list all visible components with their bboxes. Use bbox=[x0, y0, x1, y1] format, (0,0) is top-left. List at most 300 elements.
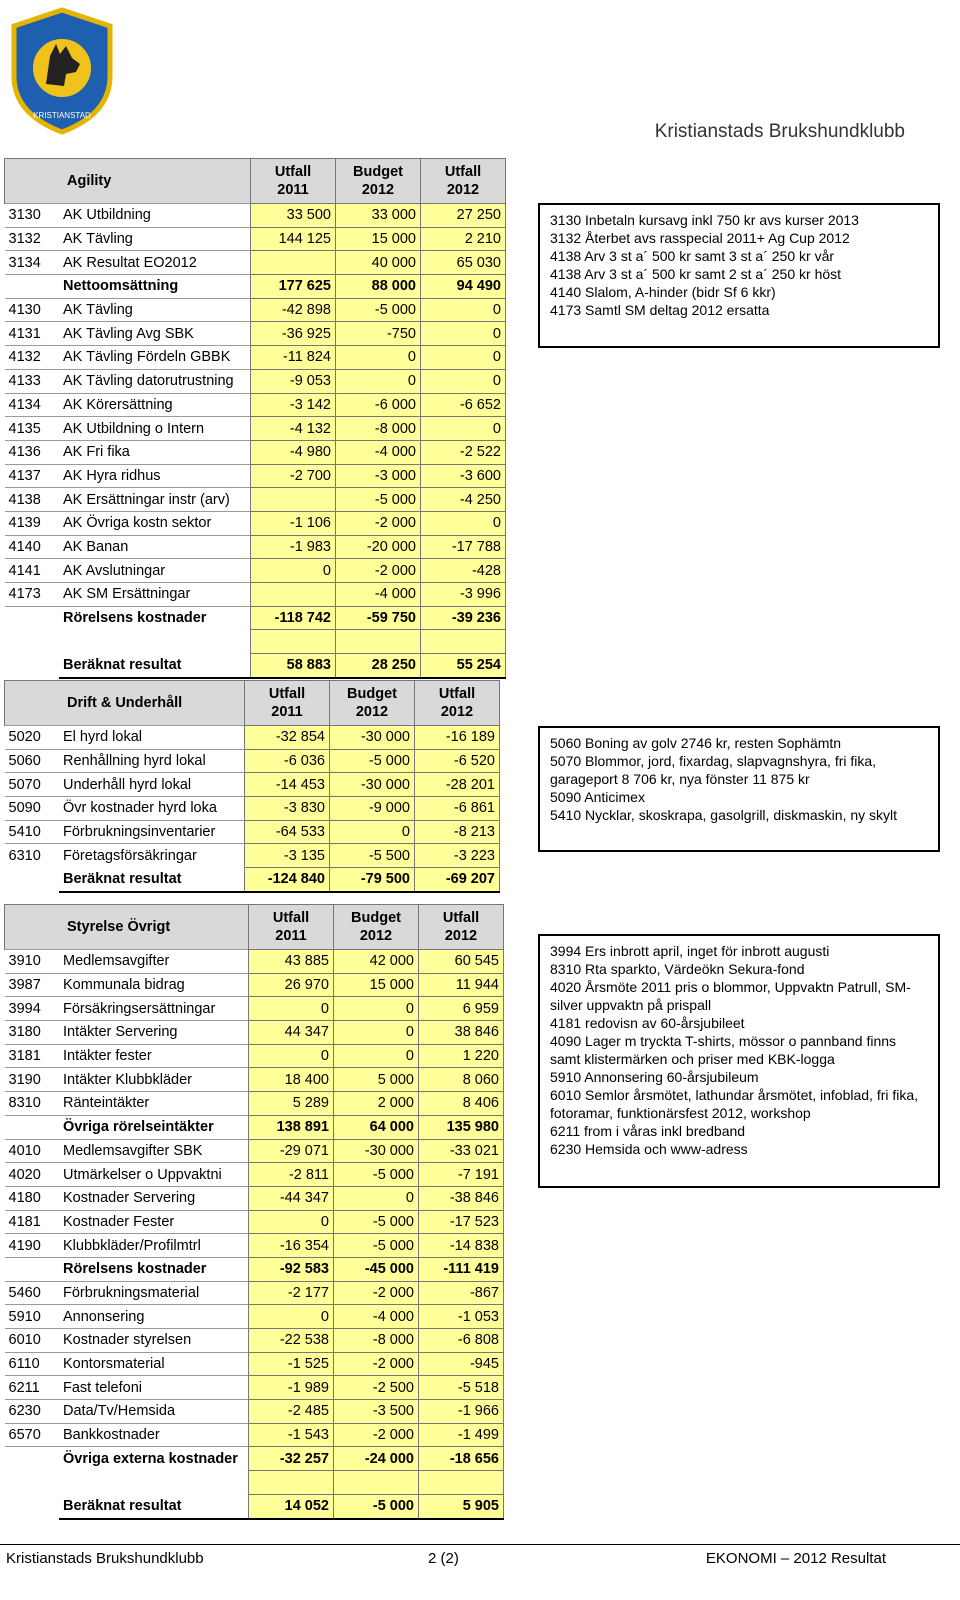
value-utfall-2012: 0 bbox=[421, 322, 506, 346]
spacer-cell bbox=[5, 630, 60, 654]
value-budget-2012: 40 000 bbox=[336, 251, 421, 275]
account-code: 6010 bbox=[5, 1329, 60, 1353]
value-utfall-2012: -111 419 bbox=[419, 1257, 504, 1281]
section-title: Styrelse Övrigt bbox=[59, 905, 249, 950]
value-budget-2012: -6 000 bbox=[336, 393, 421, 417]
table-row bbox=[5, 1021, 504, 1045]
header-budget-2012-label: Budget bbox=[351, 910, 401, 926]
value-budget-2012: -8 000 bbox=[334, 1329, 419, 1353]
value-budget-2012: 0 bbox=[336, 346, 421, 370]
table-row bbox=[5, 1281, 504, 1305]
header-row bbox=[5, 681, 500, 726]
svg-text:KRISTIANSTAD: KRISTIANSTAD bbox=[33, 111, 91, 120]
club-logo bbox=[6, 6, 118, 136]
value-utfall-2012: -428 bbox=[421, 559, 506, 583]
value-utfall-2011: -2 811 bbox=[249, 1163, 334, 1187]
account-name: Utmärkelser o Uppvaktni bbox=[59, 1163, 249, 1187]
value-budget-2012: -5 000 bbox=[336, 298, 421, 322]
spacer-cell bbox=[419, 1471, 504, 1495]
table-row bbox=[5, 488, 506, 512]
value-budget-2012: 5 000 bbox=[334, 1068, 419, 1092]
value-utfall-2011: -64 533 bbox=[245, 820, 330, 844]
account-code: 4180 bbox=[5, 1186, 60, 1210]
account-name: Övr kostnader hyrd loka bbox=[59, 797, 245, 821]
styrelse-table bbox=[4, 904, 504, 1520]
value-budget-2012: -20 000 bbox=[336, 535, 421, 559]
value-utfall-2012: -3 996 bbox=[421, 583, 506, 607]
result-label: Beräknat resultat bbox=[59, 1494, 249, 1518]
table-row bbox=[5, 1400, 504, 1424]
account-name: AK Övriga kostn sektor bbox=[59, 511, 251, 535]
value-utfall-2011: -1 989 bbox=[249, 1376, 334, 1400]
note-line: 6211 from i våras inkl bredband bbox=[550, 1123, 746, 1139]
footer-right: EKONOMI – 2012 Resultat bbox=[705, 1550, 886, 1567]
spacer-cell bbox=[251, 630, 336, 654]
value-utfall-2012: -4 250 bbox=[421, 488, 506, 512]
value-budget-2012: 42 000 bbox=[334, 950, 419, 974]
value-utfall-2011: 5 289 bbox=[249, 1092, 334, 1116]
account-code: 8310 bbox=[5, 1092, 60, 1116]
value-budget-2012: -5 000 bbox=[334, 1163, 419, 1187]
account-code: 3910 bbox=[5, 950, 60, 974]
note-line: 4090 Lager m tryckta T-shirts, mössor o pannband finns samt klistermärken och priser med KBK-logga bbox=[550, 1033, 897, 1067]
account-name: Företagsförsäkringar bbox=[59, 844, 245, 868]
value-utfall-2011: -3 142 bbox=[251, 393, 336, 417]
value-utfall-2011: -36 925 bbox=[251, 322, 336, 346]
value-utfall-2011: 144 125 bbox=[251, 227, 336, 251]
value-budget-2012: -2 000 bbox=[336, 511, 421, 535]
table-row bbox=[5, 1044, 504, 1068]
value-budget-2012: -2 000 bbox=[336, 559, 421, 583]
value-utfall-2012: 11 944 bbox=[419, 973, 504, 997]
value-budget-2012: 0 bbox=[334, 1044, 419, 1068]
note-line: 8310 Rta sparkto, Värdeökn Sekura-fond bbox=[550, 961, 805, 977]
spacer-cell bbox=[5, 1471, 60, 1495]
account-code bbox=[5, 1447, 60, 1471]
value-utfall-2012: -1 499 bbox=[419, 1423, 504, 1447]
drift-notes bbox=[538, 726, 940, 852]
footer-page-number: 2 (2) bbox=[428, 1550, 459, 1567]
value-budget-2012: -4 000 bbox=[336, 583, 421, 607]
agility-table bbox=[4, 158, 506, 679]
account-code: 4135 bbox=[5, 417, 60, 441]
value-utfall-2011 bbox=[251, 251, 336, 275]
account-name: Intäkter Klubbkläder bbox=[59, 1068, 249, 1092]
value-utfall-2011: -11 824 bbox=[251, 346, 336, 370]
account-name: Fast telefoni bbox=[59, 1376, 249, 1400]
table-row bbox=[5, 1234, 504, 1258]
subtotal-row bbox=[5, 275, 506, 299]
table-row bbox=[5, 298, 506, 322]
account-code bbox=[5, 1115, 60, 1139]
value-utfall-2011: 0 bbox=[249, 1305, 334, 1329]
table-row bbox=[5, 1092, 504, 1116]
account-code: 6310 bbox=[5, 844, 60, 868]
account-name: AK Körersättning bbox=[59, 393, 251, 417]
header-utfall-2011 bbox=[249, 905, 334, 950]
value-budget-2012: 33 000 bbox=[336, 204, 421, 228]
account-code: 5410 bbox=[5, 820, 60, 844]
account-code: 4020 bbox=[5, 1163, 60, 1187]
account-name: Ränteintäkter bbox=[59, 1092, 249, 1116]
value-utfall-2011: -42 898 bbox=[251, 298, 336, 322]
subtotal-row bbox=[5, 606, 506, 630]
header-utfall-2011-label: Utfall bbox=[274, 164, 312, 180]
account-name: Kostnader styrelsen bbox=[59, 1329, 249, 1353]
spacer-cell bbox=[249, 1471, 334, 1495]
table-row bbox=[5, 535, 506, 559]
header-row bbox=[5, 905, 504, 950]
account-code: 4137 bbox=[5, 464, 60, 488]
note-line: 4140 Slalom, A-hinder (bidr Sf 6 kkr) bbox=[550, 284, 776, 300]
account-name: Renhållning hyrd lokal bbox=[59, 749, 245, 773]
value-utfall-2011: -14 453 bbox=[245, 773, 330, 797]
value-utfall-2011: -4 132 bbox=[251, 417, 336, 441]
result-spacer bbox=[5, 1494, 60, 1518]
note-line: 5070 Blommor, jord, fixardag, slapvagnshyra, fri fika, garageport 8 706 kr, nya fönster 11 875 kr bbox=[550, 753, 877, 787]
note-line: 3994 Ers inbrott april, inget för inbrott augusti bbox=[550, 943, 830, 959]
account-name: AK Resultat EO2012 bbox=[59, 251, 251, 275]
note-line: 4173 Samtl SM deltag 2012 ersatta bbox=[550, 302, 770, 318]
account-code: 5060 bbox=[5, 749, 60, 773]
result-utfall-2012: 5 905 bbox=[419, 1494, 504, 1518]
table-row bbox=[5, 950, 504, 974]
header-utfall-2011-year: 2011 bbox=[277, 182, 309, 198]
spacer-row bbox=[5, 1471, 504, 1495]
value-utfall-2012: -6 652 bbox=[421, 393, 506, 417]
result-budget-2012: 28 250 bbox=[336, 654, 421, 678]
header-utfall-2012 bbox=[421, 159, 506, 204]
table-row bbox=[5, 844, 500, 868]
header-budget-2012-label: Budget bbox=[347, 686, 397, 702]
account-name: AK Banan bbox=[59, 535, 251, 559]
account-name: AK Avslutningar bbox=[59, 559, 251, 583]
header-utfall-2012-label: Utfall bbox=[442, 910, 480, 926]
value-budget-2012: 15 000 bbox=[334, 973, 419, 997]
value-utfall-2011: -44 347 bbox=[249, 1186, 334, 1210]
account-code bbox=[5, 275, 60, 299]
account-name: AK Utbildning bbox=[59, 204, 251, 228]
value-utfall-2011: -2 700 bbox=[251, 464, 336, 488]
value-utfall-2012: -5 518 bbox=[419, 1376, 504, 1400]
account-name: AK Tävling Avg SBK bbox=[59, 322, 251, 346]
value-utfall-2011: -22 538 bbox=[249, 1329, 334, 1353]
drift-table bbox=[4, 680, 500, 893]
value-utfall-2011: 33 500 bbox=[251, 204, 336, 228]
value-utfall-2012: -7 191 bbox=[419, 1163, 504, 1187]
value-utfall-2012: -39 236 bbox=[421, 606, 506, 630]
result-row bbox=[5, 1494, 504, 1518]
value-budget-2012: 0 bbox=[334, 1021, 419, 1045]
account-code: 4010 bbox=[5, 1139, 60, 1163]
table-row bbox=[5, 1210, 504, 1234]
result-spacer bbox=[5, 654, 60, 678]
table-row bbox=[5, 749, 500, 773]
account-name: Intäkter fester bbox=[59, 1044, 249, 1068]
value-utfall-2012: -17 788 bbox=[421, 535, 506, 559]
value-utfall-2011: -3 135 bbox=[245, 844, 330, 868]
table-row bbox=[5, 511, 506, 535]
value-utfall-2012: -1 966 bbox=[419, 1400, 504, 1424]
value-utfall-2012: -17 523 bbox=[419, 1210, 504, 1234]
table-row bbox=[5, 726, 500, 750]
account-name: AK SM Ersättningar bbox=[59, 583, 251, 607]
value-utfall-2011 bbox=[251, 583, 336, 607]
account-code: 3987 bbox=[5, 973, 60, 997]
note-line: 5060 Boning av golv 2746 kr, resten Sophämtn bbox=[550, 735, 842, 751]
header-budget-2012 bbox=[334, 905, 419, 950]
value-utfall-2012: 27 250 bbox=[421, 204, 506, 228]
account-name: Annonsering bbox=[59, 1305, 249, 1329]
account-code: 5090 bbox=[5, 797, 60, 821]
account-name: Underhåll hyrd lokal bbox=[59, 773, 245, 797]
value-utfall-2012: 65 030 bbox=[421, 251, 506, 275]
account-code: 5460 bbox=[5, 1281, 60, 1305]
value-budget-2012: -45 000 bbox=[334, 1257, 419, 1281]
account-name: El hyrd lokal bbox=[59, 726, 245, 750]
table-row bbox=[5, 773, 500, 797]
result-label: Beräknat resultat bbox=[59, 654, 251, 678]
account-code: 6570 bbox=[5, 1423, 60, 1447]
value-utfall-2012: -3 600 bbox=[421, 464, 506, 488]
account-name: Klubbkläder/Profilmtrl bbox=[59, 1234, 249, 1258]
table-row bbox=[5, 417, 506, 441]
value-budget-2012: -5 000 bbox=[330, 749, 415, 773]
spacer-cell bbox=[336, 630, 421, 654]
value-utfall-2012: 0 bbox=[421, 369, 506, 393]
account-code: 4136 bbox=[5, 440, 60, 464]
value-utfall-2012: -2 522 bbox=[421, 440, 506, 464]
value-utfall-2011: -3 830 bbox=[245, 797, 330, 821]
value-utfall-2012: 38 846 bbox=[419, 1021, 504, 1045]
account-name: Rörelsens kostnader bbox=[59, 606, 251, 630]
value-budget-2012: 15 000 bbox=[336, 227, 421, 251]
value-utfall-2011: -2 485 bbox=[249, 1400, 334, 1424]
result-budget-2012: -5 000 bbox=[334, 1494, 419, 1518]
value-utfall-2012: 94 490 bbox=[421, 275, 506, 299]
account-code: 4190 bbox=[5, 1234, 60, 1258]
header-utfall-2011-label: Utfall bbox=[268, 686, 306, 702]
section-title: Agility bbox=[59, 159, 251, 204]
header-utfall-2011-year: 2011 bbox=[275, 928, 307, 944]
value-utfall-2011: -32 257 bbox=[249, 1447, 334, 1471]
value-utfall-2011: 0 bbox=[249, 997, 334, 1021]
header-utfall-2012-label: Utfall bbox=[438, 686, 476, 702]
account-name: AK Ersättningar instr (arv) bbox=[59, 488, 251, 512]
value-utfall-2012: -3 223 bbox=[415, 844, 500, 868]
header-budget-2012 bbox=[330, 681, 415, 726]
table-row bbox=[5, 1139, 504, 1163]
value-budget-2012: -59 750 bbox=[336, 606, 421, 630]
value-utfall-2012: -6 861 bbox=[415, 797, 500, 821]
footer-left: Kristianstads Brukshundklubb bbox=[6, 1550, 204, 1567]
account-code: 6211 bbox=[5, 1376, 60, 1400]
value-budget-2012: -2 000 bbox=[334, 1423, 419, 1447]
value-utfall-2011: -118 742 bbox=[251, 606, 336, 630]
value-budget-2012: 0 bbox=[334, 1186, 419, 1210]
value-utfall-2011: -6 036 bbox=[245, 749, 330, 773]
spacer-cell bbox=[59, 1471, 249, 1495]
header-utfall-2011 bbox=[251, 159, 336, 204]
result-row bbox=[5, 654, 506, 678]
value-utfall-2011: 138 891 bbox=[249, 1115, 334, 1139]
value-budget-2012: -30 000 bbox=[330, 773, 415, 797]
value-budget-2012: 0 bbox=[330, 820, 415, 844]
table-row bbox=[5, 227, 506, 251]
account-code: 5020 bbox=[5, 726, 60, 750]
value-budget-2012: -2 000 bbox=[334, 1281, 419, 1305]
value-utfall-2012: -38 846 bbox=[419, 1186, 504, 1210]
table-row bbox=[5, 583, 506, 607]
value-utfall-2012: -867 bbox=[419, 1281, 504, 1305]
account-name: Förbrukningsinventarier bbox=[59, 820, 245, 844]
table-row bbox=[5, 1423, 504, 1447]
value-utfall-2011: -16 354 bbox=[249, 1234, 334, 1258]
footer-rule bbox=[0, 1544, 960, 1545]
account-code: 5070 bbox=[5, 773, 60, 797]
account-code: 6230 bbox=[5, 1400, 60, 1424]
table-row bbox=[5, 322, 506, 346]
account-code: 4134 bbox=[5, 393, 60, 417]
table-row bbox=[5, 1329, 504, 1353]
spacer-row bbox=[5, 630, 506, 654]
value-utfall-2011: -1 983 bbox=[251, 535, 336, 559]
account-name: Medlemsavgifter bbox=[59, 950, 249, 974]
header-budget-2012-year: 2012 bbox=[359, 928, 393, 944]
header-row bbox=[5, 159, 506, 204]
account-name: AK Tävling bbox=[59, 298, 251, 322]
account-code: 3130 bbox=[5, 204, 60, 228]
value-budget-2012: -750 bbox=[336, 322, 421, 346]
result-budget-2012: -79 500 bbox=[330, 868, 415, 892]
value-budget-2012: -2 500 bbox=[334, 1376, 419, 1400]
value-budget-2012: 64 000 bbox=[334, 1115, 419, 1139]
org-header: Kristianstads Brukshundklubb bbox=[654, 121, 905, 142]
account-name: Kontorsmaterial bbox=[59, 1352, 249, 1376]
table-row bbox=[5, 440, 506, 464]
header-budget-2012 bbox=[336, 159, 421, 204]
account-name: Medlemsavgifter SBK bbox=[59, 1139, 249, 1163]
note-line: 6230 Hemsida och www-adress bbox=[550, 1141, 748, 1157]
account-name: Data/Tv/Hemsida bbox=[59, 1400, 249, 1424]
value-utfall-2012: 0 bbox=[421, 511, 506, 535]
note-line: 4138 Arv 3 st a´ 500 kr samt 2 st a´ 250 kr höst bbox=[550, 266, 842, 282]
account-code: 4141 bbox=[5, 559, 60, 583]
account-code: 4140 bbox=[5, 535, 60, 559]
account-name: AK Fri fika bbox=[59, 440, 251, 464]
account-name: AK Tävling datorutrustning bbox=[59, 369, 251, 393]
result-spacer bbox=[5, 868, 60, 892]
account-code: 4131 bbox=[5, 322, 60, 346]
value-utfall-2012: 135 980 bbox=[419, 1115, 504, 1139]
header-utfall-2012-year: 2012 bbox=[446, 182, 480, 198]
result-utfall-2012: 55 254 bbox=[421, 654, 506, 678]
value-utfall-2012: 8 060 bbox=[419, 1068, 504, 1092]
value-utfall-2011: -4 980 bbox=[251, 440, 336, 464]
header-utfall-2012-year: 2012 bbox=[444, 928, 478, 944]
value-budget-2012: -9 000 bbox=[330, 797, 415, 821]
account-code: 4133 bbox=[5, 369, 60, 393]
account-name: Förbrukningsmaterial bbox=[59, 1281, 249, 1305]
table-row bbox=[5, 1186, 504, 1210]
result-utfall-2012: -69 207 bbox=[415, 868, 500, 892]
spacer-cell bbox=[59, 630, 251, 654]
account-code: 3994 bbox=[5, 997, 60, 1021]
table-row bbox=[5, 1068, 504, 1092]
value-budget-2012: -5 000 bbox=[334, 1234, 419, 1258]
value-utfall-2011: 44 347 bbox=[249, 1021, 334, 1045]
table-row bbox=[5, 1376, 504, 1400]
table-row bbox=[5, 820, 500, 844]
table-row bbox=[5, 251, 506, 275]
value-utfall-2012: 6 959 bbox=[419, 997, 504, 1021]
value-budget-2012: -30 000 bbox=[330, 726, 415, 750]
account-code: 3190 bbox=[5, 1068, 60, 1092]
value-budget-2012: -24 000 bbox=[334, 1447, 419, 1471]
spacer-cell bbox=[334, 1471, 419, 1495]
value-utfall-2011: 43 885 bbox=[249, 950, 334, 974]
account-name: AK Tävling bbox=[59, 227, 251, 251]
table-row bbox=[5, 973, 504, 997]
account-name: Övriga rörelseintäkter bbox=[59, 1115, 249, 1139]
account-name: Försäkringsersättningar bbox=[59, 997, 249, 1021]
account-name: Bankkostnader bbox=[59, 1423, 249, 1447]
account-name: Rörelsens kostnader bbox=[59, 1257, 249, 1281]
value-budget-2012: 0 bbox=[336, 369, 421, 393]
value-utfall-2011: 26 970 bbox=[249, 973, 334, 997]
value-utfall-2012: -6 808 bbox=[419, 1329, 504, 1353]
result-utfall-2011: -124 840 bbox=[245, 868, 330, 892]
value-utfall-2012: -14 838 bbox=[419, 1234, 504, 1258]
header-utfall-2012 bbox=[415, 681, 500, 726]
account-code: 4130 bbox=[5, 298, 60, 322]
account-name: Övriga externa kostnader bbox=[59, 1447, 249, 1471]
result-utfall-2011: 14 052 bbox=[249, 1494, 334, 1518]
value-utfall-2012: 0 bbox=[421, 346, 506, 370]
value-budget-2012: -5 500 bbox=[330, 844, 415, 868]
value-utfall-2011: -1 106 bbox=[251, 511, 336, 535]
value-budget-2012: -3 500 bbox=[334, 1400, 419, 1424]
value-budget-2012: 0 bbox=[334, 997, 419, 1021]
header-spacer bbox=[5, 159, 60, 204]
account-code: 4139 bbox=[5, 511, 60, 535]
account-code bbox=[5, 1257, 60, 1281]
value-utfall-2011 bbox=[251, 488, 336, 512]
value-utfall-2012: 2 210 bbox=[421, 227, 506, 251]
result-row bbox=[5, 868, 500, 892]
account-name: Kommunala bidrag bbox=[59, 973, 249, 997]
value-utfall-2011: -2 177 bbox=[249, 1281, 334, 1305]
value-budget-2012: -2 000 bbox=[334, 1352, 419, 1376]
value-utfall-2012: -8 213 bbox=[415, 820, 500, 844]
value-utfall-2011: -1 525 bbox=[249, 1352, 334, 1376]
note-line: 5090 Anticimex bbox=[550, 789, 645, 805]
value-utfall-2012: 1 220 bbox=[419, 1044, 504, 1068]
result-label: Beräknat resultat bbox=[59, 868, 245, 892]
header-budget-2012-label: Budget bbox=[353, 164, 403, 180]
note-line: 3132 Återbet avs rasspecial 2011+ Ag Cup 2012 bbox=[550, 230, 850, 246]
account-code: 5910 bbox=[5, 1305, 60, 1329]
account-code: 3181 bbox=[5, 1044, 60, 1068]
value-utfall-2011: -29 071 bbox=[249, 1139, 334, 1163]
value-utfall-2012: -945 bbox=[419, 1352, 504, 1376]
header-utfall-2012-label: Utfall bbox=[444, 164, 482, 180]
account-name: Kostnader Servering bbox=[59, 1186, 249, 1210]
note-line: 4138 Arv 3 st a´ 500 kr samt 3 st a´ 250 kr vår bbox=[550, 248, 835, 264]
value-utfall-2012: -6 520 bbox=[415, 749, 500, 773]
value-budget-2012: -5 000 bbox=[336, 488, 421, 512]
account-code: 4138 bbox=[5, 488, 60, 512]
